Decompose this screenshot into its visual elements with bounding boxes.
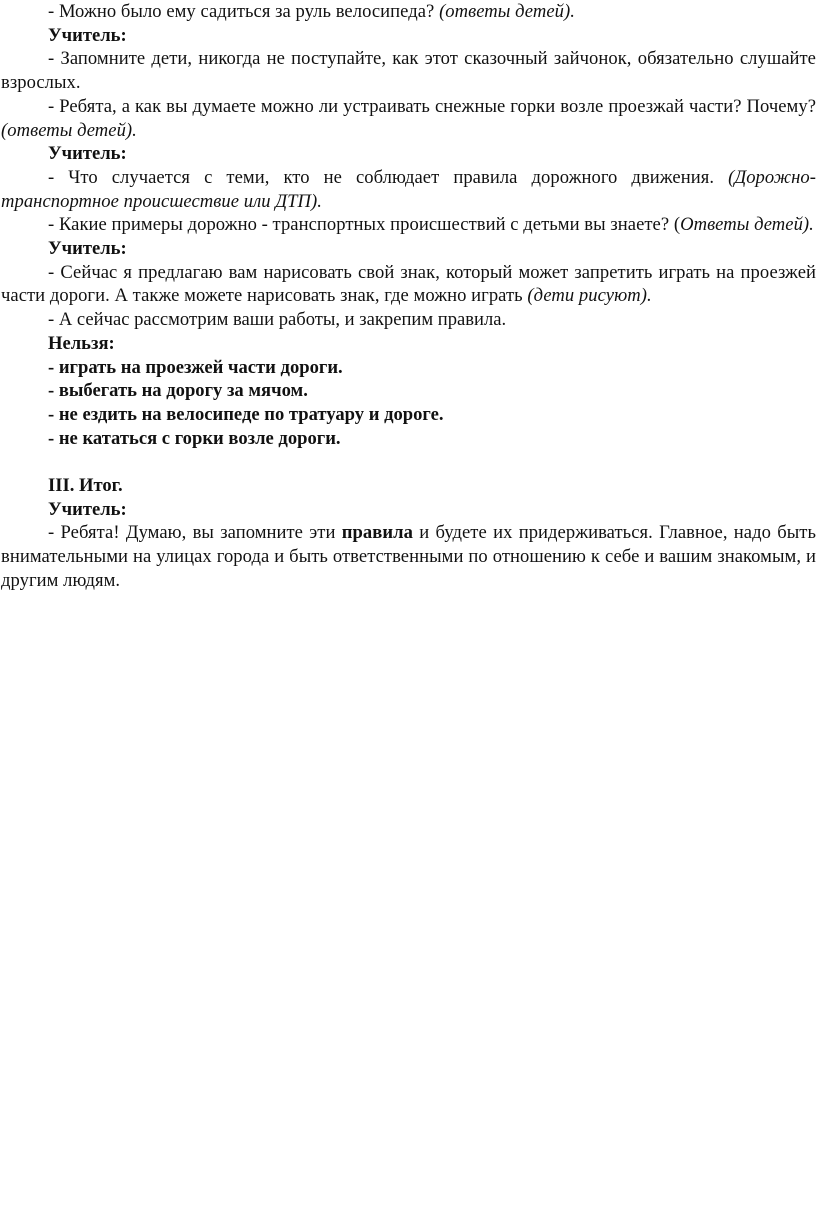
document-page bbox=[0, 0, 816, 593]
paragraph-what-happens bbox=[1, 166, 816, 213]
paragraph-remember: - Запомните дети, никогда не поступайте, как этот сказочный зайчонок, обязательно слушайте взрослых. bbox=[1, 48, 816, 94]
question-examples-text: - Какие примеры дорожно - транспортных происшествий с детьми вы знаете? ( bbox=[48, 214, 681, 236]
teacher-label: Учитель: bbox=[48, 24, 127, 46]
answer-dtp: (Дорожно-транспортное происшествие или ДТП). bbox=[1, 166, 816, 212]
question-snow-hills bbox=[1, 95, 816, 142]
paragraph-draw-sign-text: - Сейчас я предлагаю вам нарисовать свой знак, который может запретить играть на проезжей части дороги. А также можете нарисовать знак, где можно играть bbox=[1, 261, 816, 307]
paragraph-review: - А сейчас рассмотрим ваши работы, и закрепим правила. bbox=[48, 309, 507, 331]
paragraph-final bbox=[1, 521, 816, 592]
answers-note: Ответы детей). bbox=[680, 214, 814, 236]
answers-note: (ответы детей). bbox=[439, 1, 575, 22]
rule-item: - не ездить на велосипеде по тратуару и дороге. bbox=[48, 403, 444, 425]
forbidden-label: Нельзя: bbox=[48, 332, 115, 354]
paragraph-final-end: и будете их придерживаться. Главное, надо быть внимательными на улицах города и быть ответственными по отношению к себе и вашим знакомым, и другим людям. bbox=[1, 522, 816, 591]
paragraph-final-start: - Ребята! Думаю, вы запомните эти bbox=[48, 522, 342, 544]
rules-emphasis: правила bbox=[341, 522, 413, 544]
teacher-label: Учитель: bbox=[48, 143, 127, 165]
rule-item: - выбегать на дорогу за мячом. bbox=[48, 380, 308, 402]
paragraph-draw-sign bbox=[1, 261, 816, 308]
paragraph-what-happens-text: - Что случается с теми, кто не соблюдает правила дорожного движения. bbox=[48, 166, 729, 188]
question-bike bbox=[1, 0, 816, 24]
question-examples bbox=[1, 213, 816, 237]
answers-note: (ответы детей). bbox=[1, 119, 137, 141]
teacher-label: Учитель: bbox=[48, 498, 127, 520]
question-bike-text: - Можно было ему садиться за руль велосипеда? bbox=[48, 1, 440, 22]
spacer bbox=[1, 450, 816, 474]
rule-item: - не кататься с горки возле дороги. bbox=[48, 427, 341, 449]
answer-children-draw: (дети рисуют). bbox=[527, 285, 652, 307]
rule-item: - играть на проезжей части дороги. bbox=[48, 356, 343, 378]
question-snow-hills-text: - Ребята, а как вы думаете можно ли устраивать снежные горки возле проезжай части? Почему? bbox=[48, 95, 816, 117]
section-title: III. Итог. bbox=[48, 475, 123, 497]
teacher-label: Учитель: bbox=[48, 238, 127, 260]
